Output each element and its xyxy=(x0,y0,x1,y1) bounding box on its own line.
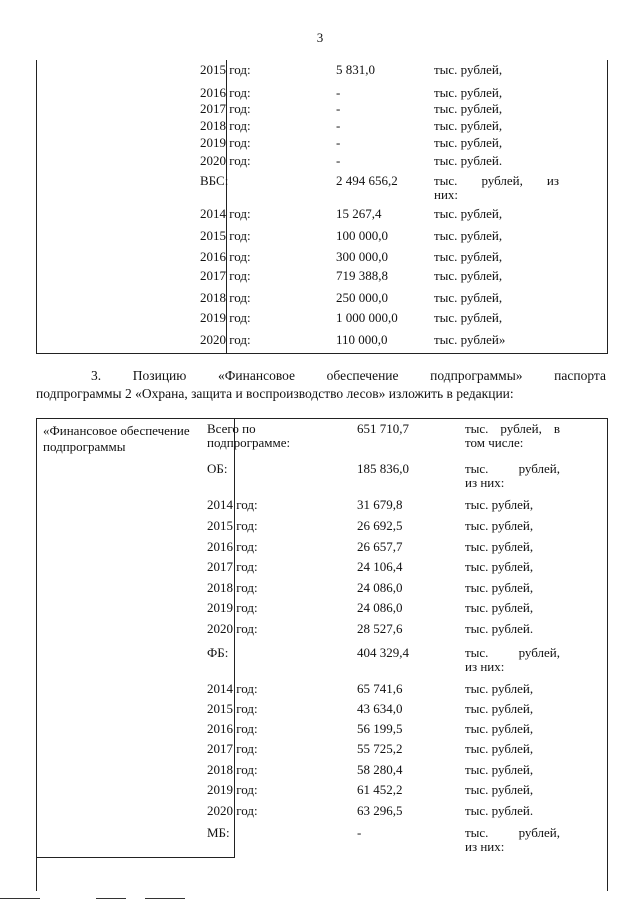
row-value: 5 831,0 xyxy=(336,62,375,77)
row-unit: тыс. рублей, xyxy=(434,310,503,325)
row-label: МБ: xyxy=(207,825,230,840)
footer-rule xyxy=(96,898,126,899)
row-label: 2020 год: xyxy=(207,803,258,818)
row-label: 2016 год: xyxy=(200,85,251,100)
row-label: 2015 год: xyxy=(207,518,258,533)
row-unit: тыс. рублей, xyxy=(465,741,534,756)
row-unit: тыс. рублей, xyxy=(465,518,534,533)
row-unit: тыс. рублей, xyxy=(434,101,503,116)
row-unit: тыс. рублей, xyxy=(434,62,503,77)
row-unit: тыс. рублей, xyxy=(465,681,534,696)
row-unit: тыс. рублей» xyxy=(434,332,506,347)
row-unit: тыс. рублей, xyxy=(465,782,534,797)
row-unit: тыс. рублей, xyxy=(465,762,534,777)
row-value: 58 280,4 xyxy=(357,762,403,777)
row-label: 2018 год: xyxy=(200,118,251,133)
paragraph-line-1: 3. Позицию «Финансовое обеспечение подпрограммы» паспорта xyxy=(91,368,606,383)
row-label: 2014 год: xyxy=(200,206,251,221)
row-unit: тыс. рублей. xyxy=(465,621,534,636)
footer-rule xyxy=(145,898,185,899)
position-label: «Финансовое обеспечение подпрограммы xyxy=(43,423,190,454)
row-unit: тыс. рублей, xyxy=(434,85,503,100)
row-label: 2017 год: xyxy=(207,741,258,756)
row-value: 43 634,0 xyxy=(357,701,403,716)
row-value: 15 267,4 xyxy=(336,206,382,221)
row-value: 2 494 656,2 xyxy=(336,173,398,188)
amendment-paragraph xyxy=(36,367,606,403)
row-value: 24 086,0 xyxy=(357,600,403,615)
row-unit: тыс. рублей, xyxy=(465,701,534,716)
row-unit: тыс. рублей, xyxy=(434,135,503,150)
row-unit: тыс. рублей, xyxy=(465,497,534,512)
row-label: 2018 год: xyxy=(207,762,258,777)
row-label: 2020 год: xyxy=(200,332,251,347)
row-label: 2019 год: xyxy=(200,135,251,150)
row-unit: тыс. рублей, xyxy=(465,580,534,595)
row-value: - xyxy=(336,118,341,133)
row-label: 2015 год: xyxy=(200,62,251,77)
row-value: 26 657,7 xyxy=(357,539,403,554)
row-value: - xyxy=(336,153,341,168)
row-unit: тыс. рублей, xyxy=(465,600,534,615)
row-label: 2019 год: xyxy=(207,782,258,797)
position-cell xyxy=(37,419,235,858)
row-value: 55 725,2 xyxy=(357,741,403,756)
row-unit: тыс. рублей. xyxy=(434,153,503,168)
row-unit: тыс. рублей, xyxy=(434,206,503,221)
row-label: 2020 год: xyxy=(200,153,251,168)
row-unit: тыс. рублей, xyxy=(434,249,503,264)
row-label: 2015 год: xyxy=(207,701,258,716)
row-value: 300 000,0 xyxy=(336,249,388,264)
row-value: 651 710,7 xyxy=(357,421,409,436)
row-value: 26 692,5 xyxy=(357,518,403,533)
row-value: - xyxy=(336,85,341,100)
row-label: 2018 год: xyxy=(207,580,258,595)
row-label: 2015 год: xyxy=(200,228,251,243)
row-label: 2016 год: xyxy=(200,249,251,264)
row-label: 2019 год: xyxy=(207,600,258,615)
row-label: ВБС: xyxy=(200,173,229,188)
row-unit: тыс. рублей, из них: xyxy=(434,173,559,202)
row-value: 719 388,8 xyxy=(336,268,388,283)
row-value: 185 836,0 xyxy=(357,461,409,476)
row-unit: тыс. рублей, в том числе: xyxy=(465,421,560,450)
row-value: 56 199,5 xyxy=(357,721,403,736)
row-value: 31 679,8 xyxy=(357,497,403,512)
row-label: Всего по подпрограмме: xyxy=(207,421,291,450)
row-value: 404 329,4 xyxy=(357,645,409,660)
row-value: - xyxy=(336,101,341,116)
row-value: 61 452,2 xyxy=(357,782,403,797)
row-label: 2017 год: xyxy=(200,268,251,283)
row-label: 2017 год: xyxy=(200,101,251,116)
row-value: 100 000,0 xyxy=(336,228,388,243)
row-unit: тыс. рублей, xyxy=(434,228,503,243)
row-unit: тыс. рублей, xyxy=(465,559,534,574)
row-label: 2018 год: xyxy=(200,290,251,305)
row-label: 2014 год: xyxy=(207,497,258,512)
row-value: 24 086,0 xyxy=(357,580,403,595)
paragraph-line-2: подпрограммы 2 «Охрана, защита и воспроизводство лесов» изложить в редакции: xyxy=(36,386,514,401)
row-label: 2016 год: xyxy=(207,721,258,736)
row-value: 28 527,6 xyxy=(357,621,403,636)
row-value: 1 000 000,0 xyxy=(336,310,398,325)
row-unit: тыс. рублей, из них: xyxy=(465,645,560,674)
row-label: 2014 год: xyxy=(207,681,258,696)
row-value: 110 000,0 xyxy=(336,332,388,347)
row-unit: тыс. рублей, xyxy=(434,290,503,305)
row-label: 2017 год: xyxy=(207,559,258,574)
row-label: 2016 год: xyxy=(207,539,258,554)
row-unit: тыс. рублей, xyxy=(465,539,534,554)
row-value: 63 296,5 xyxy=(357,803,403,818)
row-value: 24 106,4 xyxy=(357,559,403,574)
row-label: 2019 год: xyxy=(200,310,251,325)
row-unit: тыс. рублей, из них: xyxy=(465,461,560,490)
row-label: ФБ: xyxy=(207,645,229,660)
row-label: ОБ: xyxy=(207,461,228,476)
row-value: 250 000,0 xyxy=(336,290,388,305)
page-number: 3 xyxy=(316,30,324,45)
footer-rule xyxy=(0,898,40,899)
row-unit: тыс. рублей. xyxy=(465,803,534,818)
row-unit: тыс. рублей, xyxy=(434,268,503,283)
row-value: - xyxy=(357,825,362,840)
row-value: - xyxy=(336,135,341,150)
row-unit: тыс. рублей, xyxy=(434,118,503,133)
row-label: 2020 год: xyxy=(207,621,258,636)
row-value: 65 741,6 xyxy=(357,681,403,696)
row-unit: тыс. рублей, xyxy=(465,721,534,736)
row-unit: тыс. рублей, из них: xyxy=(465,825,560,854)
